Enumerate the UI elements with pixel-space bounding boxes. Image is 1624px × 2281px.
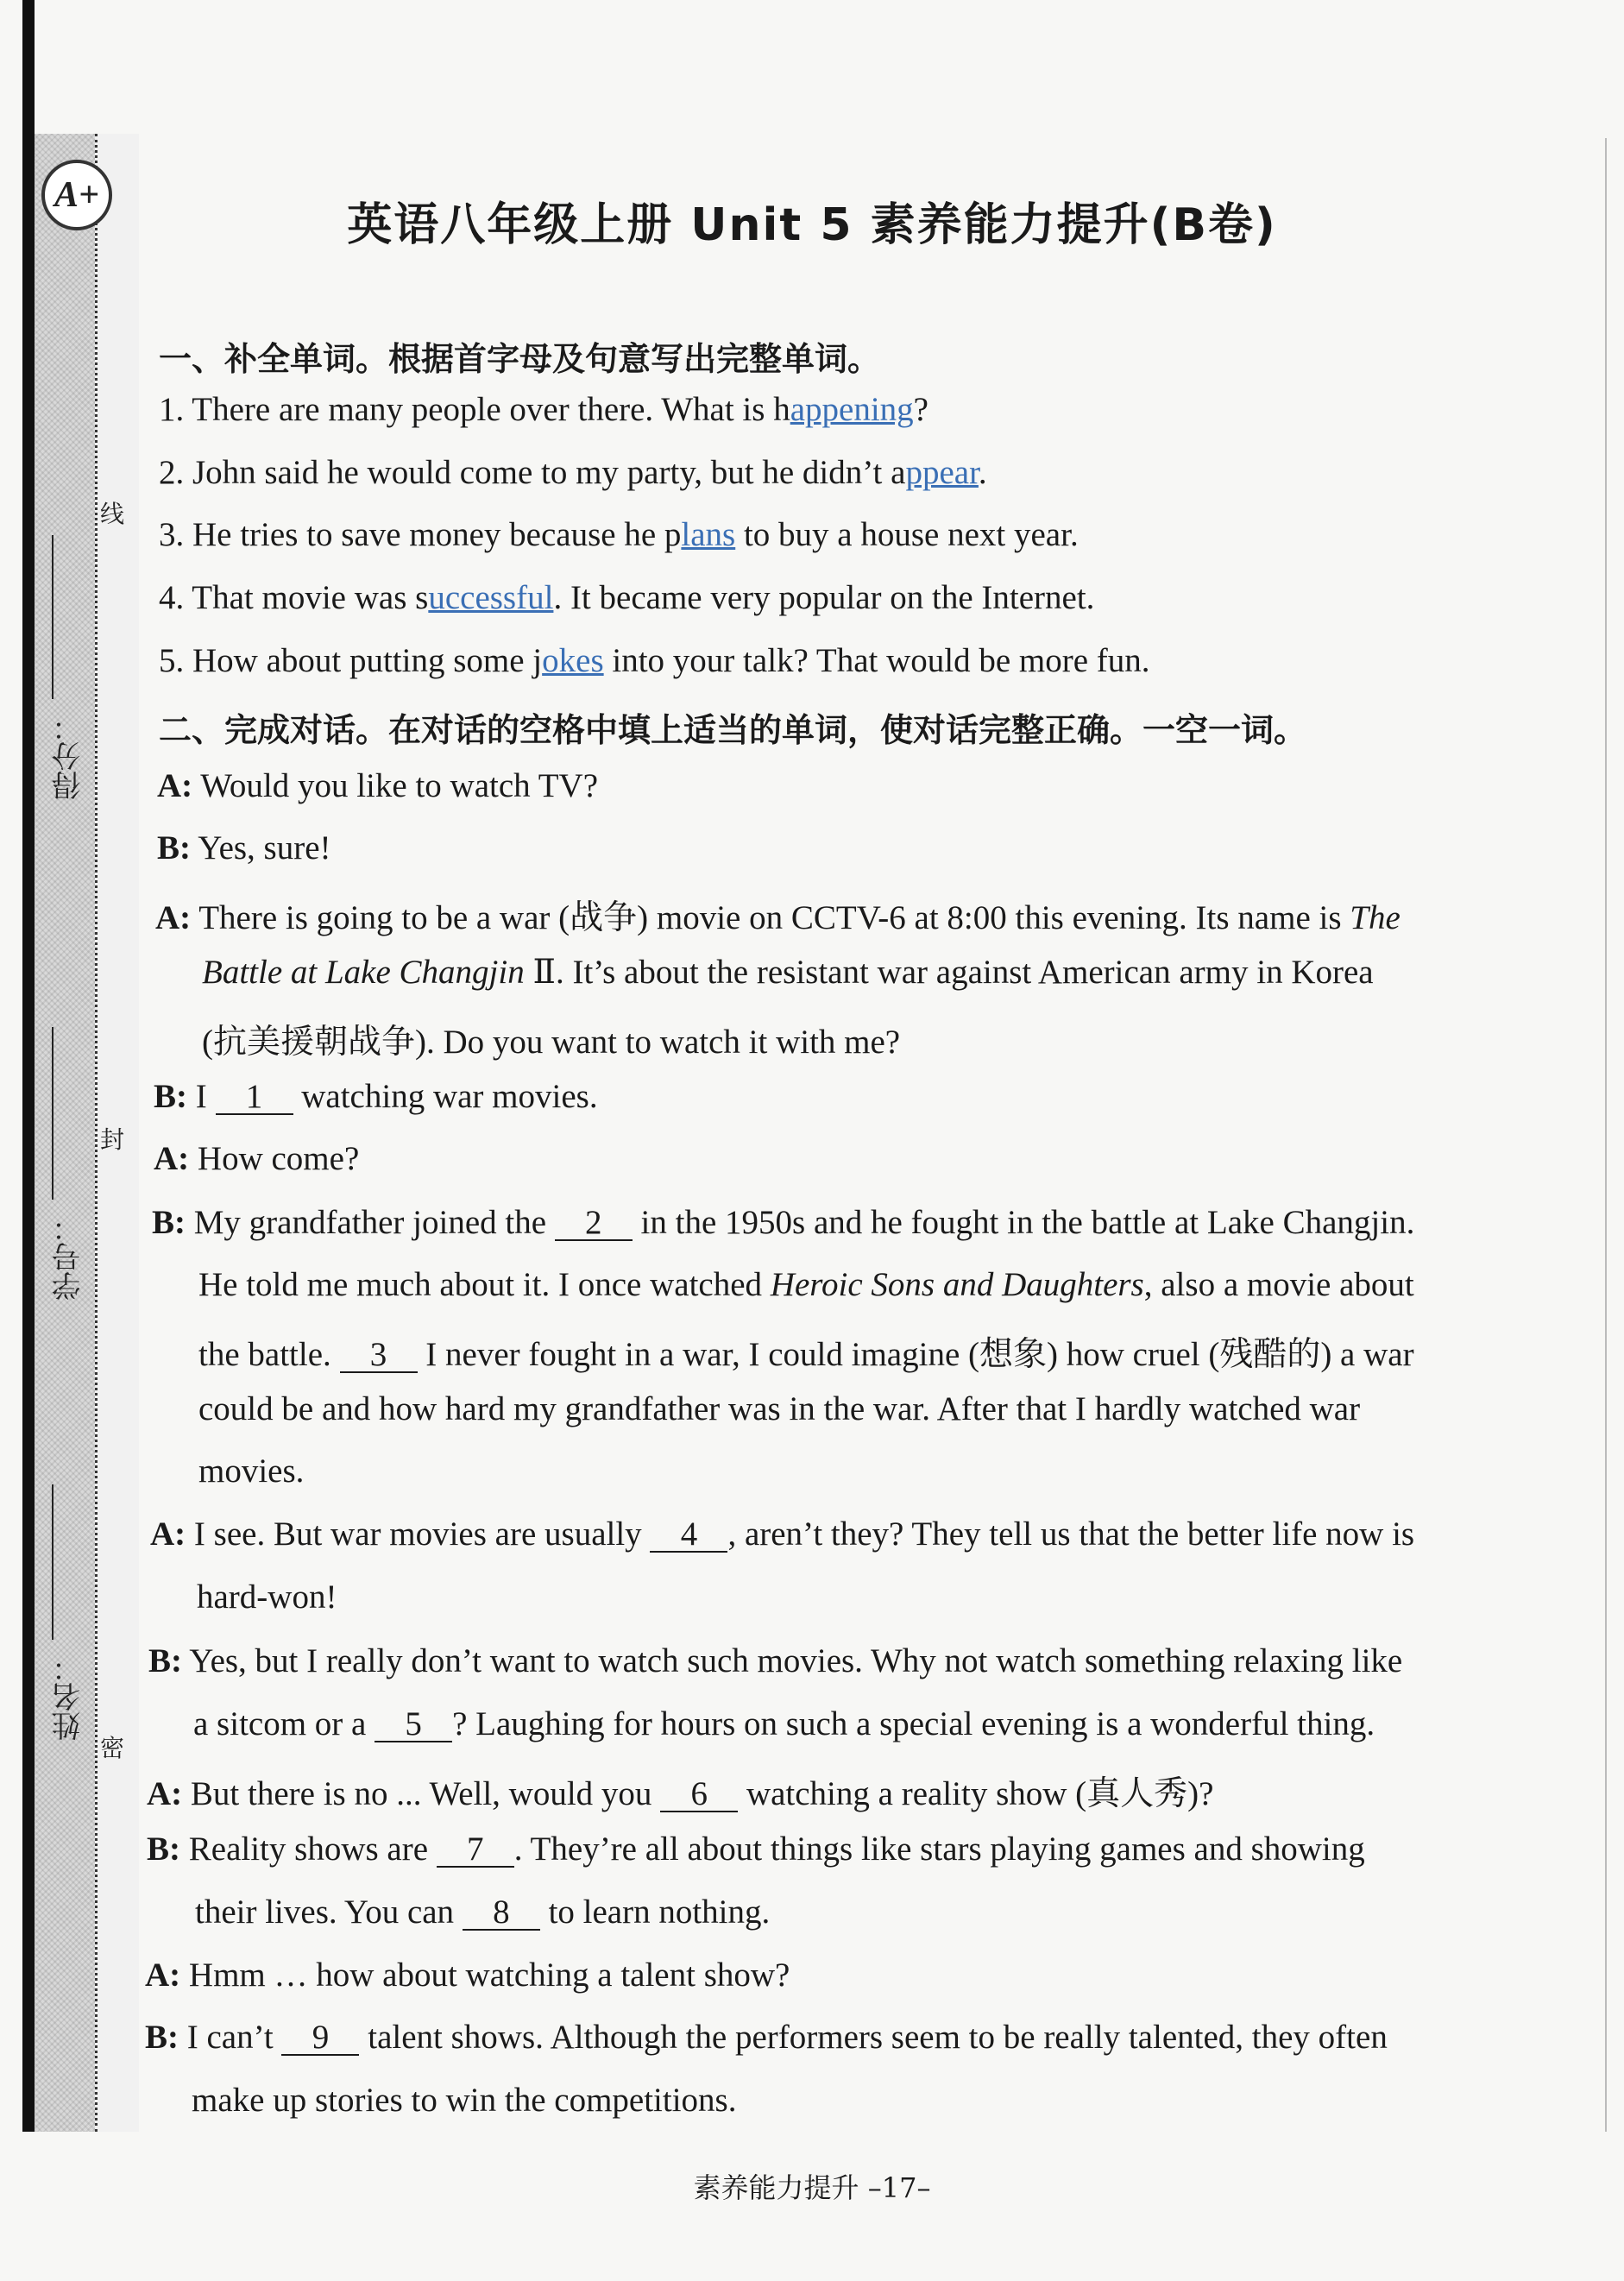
dialogue-line-4	[154, 1077, 598, 1116]
dialogue-line-7	[150, 1515, 1414, 1553]
dialogue-text: could be and how hard my grandfather was in the war. After that I hardly watched war	[198, 1390, 1361, 1427]
dialogue-text: , aren’t they? They tell us that the better life now is	[727, 1515, 1415, 1553]
speaker: A:	[154, 1140, 190, 1177]
score-line	[52, 535, 54, 699]
id-line	[52, 1027, 54, 1200]
speaker: A:	[145, 1956, 181, 1994]
question-text: to buy a house next year.	[735, 516, 1079, 553]
dialogue-text: Ⅱ. It’s about the resistant war against American army in Korea	[524, 954, 1374, 991]
speaker: A:	[155, 899, 192, 936]
question-text: 2. John said he would come to my party, but he didn’t a	[159, 454, 906, 491]
dialogue-text: Would you like to watch TV?	[192, 767, 599, 804]
dialogue-text: (抗美援朝战争). Do you want to watch it with me?	[202, 1024, 901, 1061]
dialogue-text: Reality shows are	[180, 1830, 437, 1868]
dialogue-text: hard-won!	[197, 1578, 337, 1616]
page-title: 英语八年级上册 Unit 5 素养能力提升(B卷)	[347, 199, 1277, 251]
dialogue-line-8b	[193, 1704, 1375, 1743]
question-text: 3. He tries to save money because he p	[159, 516, 682, 553]
blank-5[interactable]: 5	[375, 1707, 452, 1742]
dialogue-text: talent shows. Although the performers seem to be really talented, they often	[359, 2019, 1388, 2056]
cut-mark-line: 线	[100, 492, 124, 533]
dialogue-text: But there is no ... Well, would you	[182, 1775, 661, 1812]
dialogue-line-6	[152, 1203, 1414, 1242]
answer-text: ppear	[905, 454, 979, 491]
dialogue-line-6d	[198, 1389, 1360, 1428]
dialogue-line-2	[157, 829, 331, 867]
dialogue-line-8	[148, 1641, 1402, 1680]
dialogue-line-1	[157, 766, 598, 805]
dialogue-text: to learn nothing.	[539, 1893, 771, 1931]
question-2	[159, 453, 987, 492]
dialogue-text: How come?	[189, 1140, 360, 1177]
question-3	[159, 515, 1079, 554]
blank-6[interactable]: 6	[660, 1777, 738, 1812]
id-label: 学号：	[52, 1213, 86, 1301]
answer-text: appening	[790, 391, 914, 428]
dialogue-line-9	[147, 1767, 1213, 1815]
blank-8[interactable]: 8	[463, 1895, 540, 1931]
dialogue-line-3	[155, 891, 1401, 939]
answer-text: okes	[542, 642, 604, 679]
dialogue-line-5	[154, 1139, 359, 1178]
dialogue-text: ? Laughing for hours on such a special evening is a wonderful thing.	[452, 1705, 1375, 1742]
dialogue-text: a sitcom or a	[193, 1705, 375, 1742]
speaker: A:	[157, 767, 193, 804]
question-text: 5. How about putting some j	[159, 642, 543, 679]
dialogue-line-3c	[202, 1015, 900, 1063]
dialogue-line-10b	[195, 1893, 770, 1931]
dialogue-text: their lives. You can	[195, 1893, 463, 1931]
dialogue-text: Hmm … how about watching a talent show?	[180, 1956, 790, 1994]
blank-9[interactable]: 9	[281, 2020, 359, 2056]
blank-2[interactable]: 2	[555, 1206, 633, 1241]
blank-1[interactable]: 1	[216, 1080, 293, 1115]
page-footer: 素养能力提升 –17–	[693, 2171, 931, 2204]
speaker: B:	[147, 1830, 180, 1868]
speaker: B:	[152, 1204, 186, 1241]
question-5	[159, 641, 1150, 680]
dialogue-text: My grandfather joined the	[186, 1204, 555, 1241]
name-label: 姓名：	[52, 1653, 86, 1741]
dialogue-text: Yes, sure!	[191, 829, 331, 866]
dialogue-line-10	[147, 1830, 1365, 1868]
score-label: 得分：	[52, 712, 86, 800]
logo-icon: A+	[41, 160, 112, 230]
movie-title: Heroic Sons and Daughters	[770, 1266, 1144, 1303]
dialogue-text: I	[187, 1078, 216, 1115]
question-4	[159, 578, 1094, 617]
dialogue-text: He told me much about it. I once watched	[198, 1266, 771, 1303]
page-edge	[1605, 138, 1607, 2132]
answer-text: lans	[681, 516, 736, 553]
dialogue-text: . They’re all about things like stars playing games and showing	[513, 1830, 1365, 1868]
blank-3[interactable]: 3	[340, 1338, 418, 1373]
answer-text: uccessful	[428, 579, 554, 616]
dialogue-line-12b	[192, 2081, 736, 2120]
dialogue-text: , also a movie about	[1143, 1266, 1414, 1303]
speaker: B:	[154, 1078, 187, 1115]
cut-mark-secret: 密	[100, 1726, 124, 1767]
binding-bar	[22, 0, 35, 2132]
speaker: B:	[148, 1642, 182, 1679]
question-text: ?	[913, 391, 928, 428]
dialogue-line-3b	[202, 953, 1374, 992]
dialogue-text: movies.	[198, 1452, 305, 1490]
movie-title: Battle at Lake Changjin	[202, 954, 525, 991]
name-line	[52, 1484, 54, 1640]
speaker: A:	[147, 1775, 183, 1812]
question-text: .	[978, 454, 987, 491]
dialogue-line-6b	[198, 1265, 1414, 1304]
dialogue-line-6e	[198, 1452, 304, 1490]
dialogue-line-12	[145, 2018, 1388, 2057]
dialogue-line-11	[145, 1956, 790, 1994]
section2-heading: 二、完成对话。在对话的空格中填上适当的单词，使对话完整正确。一空一词。	[159, 711, 1307, 749]
dialogue-line-7b	[197, 1578, 337, 1616]
speaker: B:	[145, 2019, 179, 2056]
dialogue-text: I see. But war movies are usually	[186, 1515, 651, 1553]
question-text: into your talk? That would be more fun.	[603, 642, 1150, 679]
blank-7[interactable]: 7	[437, 1832, 514, 1868]
dialogue-text: I can’t	[179, 2019, 282, 2056]
dialogue-text: Yes, but I really don’t want to watch such movies. Why not watch something relaxing like	[182, 1642, 1403, 1679]
question-text: 4. That movie was s	[159, 579, 429, 616]
dialogue-line-6c	[198, 1327, 1414, 1376]
speaker: A:	[150, 1515, 186, 1553]
cut-mark-seal: 封	[100, 1118, 124, 1159]
dialogue-text: in the 1950s and he fought in the battle at Lake Changjin.	[632, 1204, 1415, 1241]
movie-title: The	[1350, 899, 1401, 936]
blank-4[interactable]: 4	[650, 1517, 727, 1553]
dialogue-text: watching a reality show (真人秀)?	[738, 1775, 1214, 1812]
dialogue-text: There is going to be a war (战争) movie on CCTV-6 at 8:00 this evening. Its name is	[191, 899, 1350, 936]
dialogue-text: watching war movies.	[293, 1078, 598, 1115]
question-text: . It became very popular on the Internet.	[553, 579, 1095, 616]
section1-heading: 一、补全单词。根据首字母及句意写出完整单词。	[159, 340, 881, 378]
question-1	[159, 390, 928, 429]
speaker: B:	[157, 829, 191, 866]
dialogue-text: make up stories to win the competitions.	[192, 2082, 737, 2119]
dialogue-text: the battle.	[198, 1336, 340, 1373]
question-text: 1. There are many people over there. What is h	[159, 391, 790, 428]
dialogue-text: I never fought in a war, I could imagine (想象) how cruel (残酷的) a war	[417, 1336, 1414, 1373]
